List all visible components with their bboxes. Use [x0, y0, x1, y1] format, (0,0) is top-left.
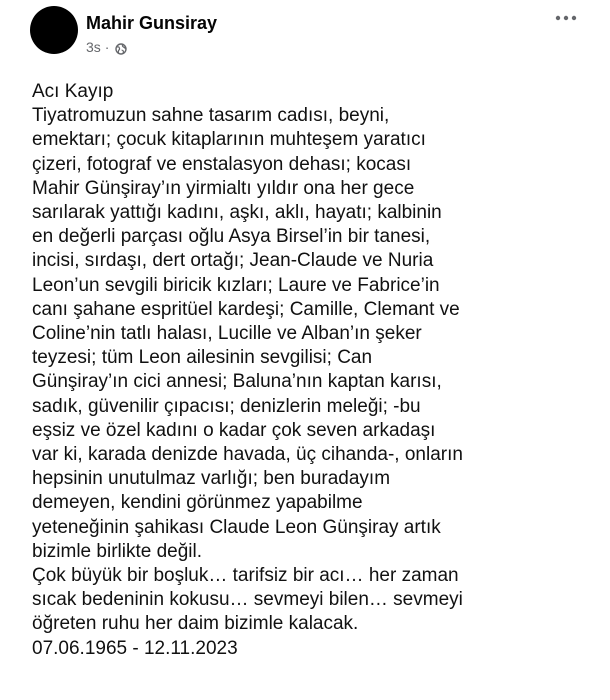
- more-options-icon[interactable]: [552, 8, 580, 28]
- post-line: sıcak bedeninin kokusu… sevmeyi bilen… sevmeyi: [32, 589, 463, 611]
- post-line: teyzesi; tüm Leon ailesinin sevgilisi; Can: [32, 347, 373, 369]
- post-line: yeteneğinin şahikası Claude Leon Günşiray artık: [32, 516, 441, 538]
- post-timestamp[interactable]: 3s: [86, 39, 101, 55]
- post-meta: [86, 38, 127, 56]
- meta-separator: ·: [104, 39, 110, 55]
- post-line: Mahir Günşiray’ın yirmialtı yıldır ona her gece: [32, 177, 415, 199]
- avatar[interactable]: [30, 6, 78, 54]
- post-dates: 07.06.1965 - 12.11.2023: [32, 637, 238, 659]
- post-line: emektarı; çocuk kitaplarının muhteşem yaratıcı: [32, 129, 426, 151]
- post-line: Tiyatromuzun sahne tasarım cadısı, beyni,: [32, 105, 390, 127]
- post-line: Leon’un sevgili biricik kızları; Laure ve Fabrice’in: [32, 274, 440, 296]
- post-header: [30, 2, 590, 62]
- post-line: öğreten ruhu her daim bizimle kalacak.: [32, 613, 359, 635]
- post-line: Acı Kayıp: [32, 81, 114, 102]
- post-line: Çok büyük bir boşluk… tarifsiz bir acı… her zaman: [32, 565, 459, 587]
- post-line: sadık, güvenilir çıpacısı; denizlerin meleği; -bu: [32, 395, 421, 417]
- post-line: canı şahane espritüel kardeşi; Camille, Clemant ve: [32, 298, 460, 320]
- post-line: demeyen, kendini görünmez yapabilme: [32, 492, 363, 514]
- post-line: Coline’nin tatlı halası, Lucille ve Alban’ın şeker: [32, 323, 422, 345]
- post-line: eşsiz ve özel kadını o kadar çok seven arkadaşı: [32, 419, 436, 441]
- author-name[interactable]: Mahir Gunsiray: [86, 13, 218, 33]
- post-line: incisi, sırdaşı, dert ortağı; Jean-Claude ve Nuria: [32, 250, 434, 272]
- post-body: [32, 80, 592, 661]
- post-line: Günşiray’ın cici annesi; Baluna’nın kaptan karısı,: [32, 371, 442, 393]
- post-line: hepsinin unutulmaz varlığı; ben buradayım: [32, 468, 391, 490]
- post-line: çizeri, fotograf ve enstalasyon dehası; kocası: [32, 153, 412, 175]
- post-line: bizimle birlikte değil.: [32, 540, 203, 562]
- post-line: var ki, karada denizde havada, üç cihanda-, onların: [32, 444, 463, 466]
- globe-icon[interactable]: [115, 41, 127, 53]
- post-line: en değerli parçası oğlu Asya Birsel’in bir tanesi,: [32, 226, 431, 248]
- post-line: sarılarak yattığı kadını, aşkı, aklı, hayatı; kalbinin: [32, 202, 442, 224]
